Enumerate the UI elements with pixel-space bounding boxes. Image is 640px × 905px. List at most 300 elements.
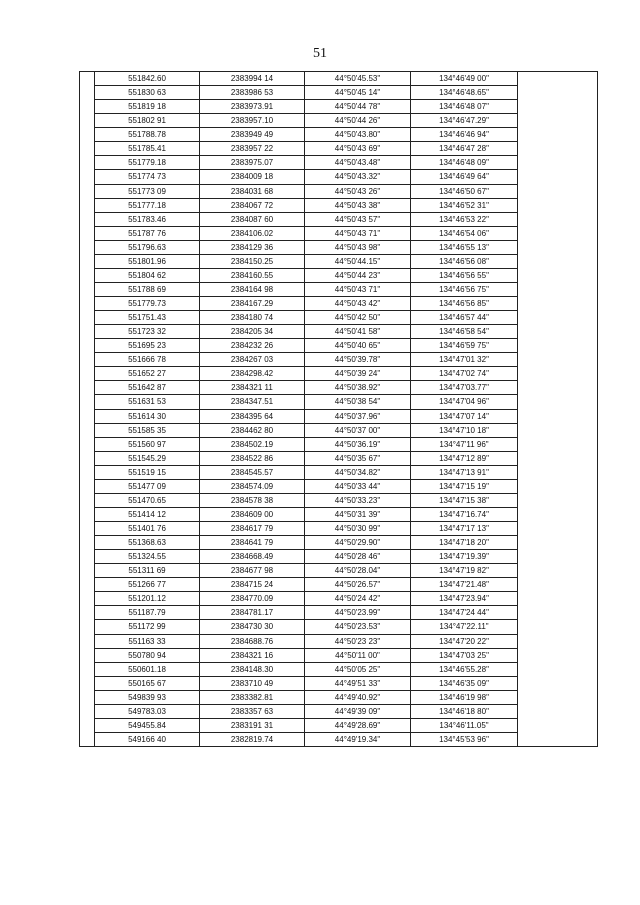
left-margin-cell xyxy=(80,268,95,282)
longitude-cell: 134°47'22.11" xyxy=(411,620,518,634)
latitude-cell: 44°50'33 44" xyxy=(305,479,411,493)
latitude-cell: 44°50'38.92" xyxy=(305,381,411,395)
table-row xyxy=(80,648,598,662)
y-coordinate-cell: 2384106.02 xyxy=(200,226,305,240)
left-margin-cell xyxy=(80,240,95,254)
right-margin-cell xyxy=(518,507,598,521)
x-coordinate-cell: 551801.96 xyxy=(95,254,200,268)
table-row xyxy=(80,212,598,226)
longitude-cell: 134°46'19 98" xyxy=(411,690,518,704)
latitude-cell: 44°50'26.57" xyxy=(305,578,411,592)
longitude-cell: 134°46'56 55" xyxy=(411,268,518,282)
y-coordinate-cell: 2383994 14 xyxy=(200,72,305,86)
latitude-cell: 44°50'29.90" xyxy=(305,536,411,550)
right-margin-cell xyxy=(518,325,598,339)
latitude-cell: 44°50'30 99" xyxy=(305,522,411,536)
x-coordinate-cell: 551324.55 xyxy=(95,550,200,564)
longitude-cell: 134°47'18 20" xyxy=(411,536,518,550)
longitude-cell: 134°46'52 31" xyxy=(411,198,518,212)
x-coordinate-cell: 551652 27 xyxy=(95,367,200,381)
x-coordinate-cell: 551802 91 xyxy=(95,114,200,128)
x-coordinate-cell: 551773 09 xyxy=(95,184,200,198)
y-coordinate-cell: 2384321 16 xyxy=(200,648,305,662)
x-coordinate-cell: 549166 40 xyxy=(95,732,200,746)
x-coordinate-cell: 551585 35 xyxy=(95,423,200,437)
latitude-cell: 44°50'43.48" xyxy=(305,156,411,170)
y-coordinate-cell: 2383382.81 xyxy=(200,690,305,704)
x-coordinate-cell: 551163 33 xyxy=(95,634,200,648)
longitude-cell: 134°47'17 13" xyxy=(411,522,518,536)
latitude-cell: 44°50'40 65" xyxy=(305,339,411,353)
left-margin-cell xyxy=(80,353,95,367)
table-row xyxy=(80,268,598,282)
left-margin-cell xyxy=(80,128,95,142)
latitude-cell: 44°50'34.82" xyxy=(305,465,411,479)
table-row xyxy=(80,170,598,184)
left-margin-cell xyxy=(80,578,95,592)
longitude-cell: 134°46'49 64" xyxy=(411,170,518,184)
latitude-cell: 44°50'45 14" xyxy=(305,86,411,100)
table-row xyxy=(80,578,598,592)
longitude-cell: 134°47'19.39" xyxy=(411,550,518,564)
longitude-cell: 134°46'56 85" xyxy=(411,297,518,311)
left-margin-cell xyxy=(80,325,95,339)
latitude-cell: 44°50'41 58" xyxy=(305,325,411,339)
x-coordinate-cell: 549839 93 xyxy=(95,690,200,704)
right-margin-cell xyxy=(518,437,598,451)
left-margin-cell xyxy=(80,437,95,451)
longitude-cell: 134°46'58 54" xyxy=(411,325,518,339)
left-margin-cell xyxy=(80,493,95,507)
table-row xyxy=(80,493,598,507)
y-coordinate-cell: 2384462 80 xyxy=(200,423,305,437)
y-coordinate-cell: 2384150.25 xyxy=(200,254,305,268)
y-coordinate-cell: 2384164 98 xyxy=(200,282,305,296)
longitude-cell: 134°47'04 96" xyxy=(411,395,518,409)
right-margin-cell xyxy=(518,86,598,100)
x-coordinate-cell: 551819 18 xyxy=(95,100,200,114)
left-margin-cell xyxy=(80,522,95,536)
table-row xyxy=(80,634,598,648)
table-row xyxy=(80,367,598,381)
left-margin-cell xyxy=(80,690,95,704)
left-margin-cell xyxy=(80,297,95,311)
latitude-cell: 44°50'43 71" xyxy=(305,226,411,240)
y-coordinate-cell: 2383710 49 xyxy=(200,676,305,690)
right-margin-cell xyxy=(518,465,598,479)
y-coordinate-cell: 2383957 22 xyxy=(200,142,305,156)
longitude-cell: 134°46'47 28" xyxy=(411,142,518,156)
right-margin-cell xyxy=(518,311,598,325)
left-margin-cell xyxy=(80,451,95,465)
table-row xyxy=(80,240,598,254)
table-row xyxy=(80,325,598,339)
table-row xyxy=(80,128,598,142)
y-coordinate-cell: 2384545.57 xyxy=(200,465,305,479)
longitude-cell: 134°47'20 22" xyxy=(411,634,518,648)
latitude-cell: 44°49'40.92" xyxy=(305,690,411,704)
y-coordinate-cell: 2384617 79 xyxy=(200,522,305,536)
longitude-cell: 134°47'07 14" xyxy=(411,409,518,423)
y-coordinate-cell: 2384067 72 xyxy=(200,198,305,212)
right-margin-cell xyxy=(518,100,598,114)
table-row xyxy=(80,297,598,311)
table-row xyxy=(80,732,598,746)
x-coordinate-cell: 551560 97 xyxy=(95,437,200,451)
longitude-cell: 134°47'24 44" xyxy=(411,606,518,620)
x-coordinate-cell: 551631 53 xyxy=(95,395,200,409)
left-margin-cell xyxy=(80,72,95,86)
longitude-cell: 134°47'21.48" xyxy=(411,578,518,592)
y-coordinate-cell: 2384009 18 xyxy=(200,170,305,184)
y-coordinate-cell: 2384502.19 xyxy=(200,437,305,451)
table-row xyxy=(80,72,598,86)
longitude-cell: 134°46'54 06" xyxy=(411,226,518,240)
left-margin-cell xyxy=(80,423,95,437)
table-row xyxy=(80,592,598,606)
right-margin-cell xyxy=(518,423,598,437)
y-coordinate-cell: 2384688.76 xyxy=(200,634,305,648)
left-margin-cell xyxy=(80,507,95,521)
left-margin-cell xyxy=(80,536,95,550)
longitude-cell: 134°46'57 44" xyxy=(411,311,518,325)
right-margin-cell xyxy=(518,381,598,395)
x-coordinate-cell: 551788 69 xyxy=(95,282,200,296)
y-coordinate-cell: 2384160.55 xyxy=(200,268,305,282)
x-coordinate-cell: 549783.03 xyxy=(95,704,200,718)
latitude-cell: 44°50'44 23" xyxy=(305,268,411,282)
table-row xyxy=(80,718,598,732)
right-margin-cell xyxy=(518,522,598,536)
right-margin-cell xyxy=(518,550,598,564)
x-coordinate-cell: 551470.65 xyxy=(95,493,200,507)
longitude-cell: 134°46'56 08" xyxy=(411,254,518,268)
x-coordinate-cell: 550601.18 xyxy=(95,662,200,676)
x-coordinate-cell: 551642 87 xyxy=(95,381,200,395)
x-coordinate-cell: 551477 09 xyxy=(95,479,200,493)
table-row xyxy=(80,395,598,409)
x-coordinate-cell: 551779.73 xyxy=(95,297,200,311)
right-margin-cell xyxy=(518,170,598,184)
left-margin-cell xyxy=(80,367,95,381)
longitude-cell: 134°47'12 89" xyxy=(411,451,518,465)
table-row xyxy=(80,142,598,156)
right-margin-cell xyxy=(518,353,598,367)
table-row xyxy=(80,156,598,170)
table-row xyxy=(80,339,598,353)
latitude-cell: 44°50'23 23" xyxy=(305,634,411,648)
longitude-cell: 134°47'02 74" xyxy=(411,367,518,381)
latitude-cell: 44°50'37.96" xyxy=(305,409,411,423)
y-coordinate-cell: 2384730 30 xyxy=(200,620,305,634)
x-coordinate-cell: 549455.84 xyxy=(95,718,200,732)
y-coordinate-cell: 2384298.42 xyxy=(200,367,305,381)
table-row xyxy=(80,381,598,395)
y-coordinate-cell: 2384031 68 xyxy=(200,184,305,198)
left-margin-cell xyxy=(80,479,95,493)
y-coordinate-cell: 2383975.07 xyxy=(200,156,305,170)
left-margin-cell xyxy=(80,339,95,353)
right-margin-cell xyxy=(518,676,598,690)
longitude-cell: 134°47'15 38" xyxy=(411,493,518,507)
left-margin-cell xyxy=(80,100,95,114)
latitude-cell: 44°50'24 42" xyxy=(305,592,411,606)
latitude-cell: 44°50'33.23" xyxy=(305,493,411,507)
latitude-cell: 44°50'31 39" xyxy=(305,507,411,521)
longitude-cell: 134°47'13 91" xyxy=(411,465,518,479)
left-margin-cell xyxy=(80,311,95,325)
left-margin-cell xyxy=(80,676,95,690)
right-margin-cell xyxy=(518,297,598,311)
left-margin-cell xyxy=(80,198,95,212)
table-row xyxy=(80,479,598,493)
x-coordinate-cell: 551774 73 xyxy=(95,170,200,184)
table-row xyxy=(80,254,598,268)
right-margin-cell xyxy=(518,536,598,550)
left-margin-cell xyxy=(80,465,95,479)
table-row xyxy=(80,536,598,550)
table-row xyxy=(80,704,598,718)
y-coordinate-cell: 2383973.91 xyxy=(200,100,305,114)
latitude-cell: 44°50'11 00" xyxy=(305,648,411,662)
table-row xyxy=(80,311,598,325)
x-coordinate-cell: 551401 76 xyxy=(95,522,200,536)
longitude-cell: 134°46'18 80" xyxy=(411,704,518,718)
left-margin-cell xyxy=(80,564,95,578)
longitude-cell: 134°46'47.29" xyxy=(411,114,518,128)
longitude-cell: 134°46'53 22" xyxy=(411,212,518,226)
x-coordinate-cell: 551783.46 xyxy=(95,212,200,226)
right-margin-cell xyxy=(518,367,598,381)
left-margin-cell xyxy=(80,184,95,198)
longitude-cell: 134°46'55 13" xyxy=(411,240,518,254)
left-margin-cell xyxy=(80,648,95,662)
right-margin-cell xyxy=(518,339,598,353)
latitude-cell: 44°50'42 50" xyxy=(305,311,411,325)
x-coordinate-cell: 551187.79 xyxy=(95,606,200,620)
latitude-cell: 44°50'23.99" xyxy=(305,606,411,620)
right-margin-cell xyxy=(518,240,598,254)
y-coordinate-cell: 2384522 86 xyxy=(200,451,305,465)
right-margin-cell xyxy=(518,395,598,409)
table-row xyxy=(80,564,598,578)
x-coordinate-cell: 551788.78 xyxy=(95,128,200,142)
latitude-cell: 44°50'28 46" xyxy=(305,550,411,564)
x-coordinate-cell: 550165 67 xyxy=(95,676,200,690)
right-margin-cell xyxy=(518,212,598,226)
right-margin-cell xyxy=(518,704,598,718)
y-coordinate-cell: 2384180 74 xyxy=(200,311,305,325)
left-margin-cell xyxy=(80,142,95,156)
latitude-cell: 44°50'37 00" xyxy=(305,423,411,437)
x-coordinate-cell: 551695 23 xyxy=(95,339,200,353)
table-row xyxy=(80,184,598,198)
y-coordinate-cell: 2383957.10 xyxy=(200,114,305,128)
right-margin-cell xyxy=(518,128,598,142)
latitude-cell: 44°49'28.69" xyxy=(305,718,411,732)
longitude-cell: 134°46'48 09" xyxy=(411,156,518,170)
left-margin-cell xyxy=(80,282,95,296)
coordinates-table xyxy=(79,71,598,747)
y-coordinate-cell: 2384715 24 xyxy=(200,578,305,592)
table-row xyxy=(80,676,598,690)
y-coordinate-cell: 2382819.74 xyxy=(200,732,305,746)
x-coordinate-cell: 551779.18 xyxy=(95,156,200,170)
longitude-cell: 134°47'03 25" xyxy=(411,648,518,662)
latitude-cell: 44°50'43 98" xyxy=(305,240,411,254)
table-row xyxy=(80,437,598,451)
longitude-cell: 134°47'16.74" xyxy=(411,507,518,521)
right-margin-cell xyxy=(518,662,598,676)
right-margin-cell xyxy=(518,268,598,282)
right-margin-cell xyxy=(518,648,598,662)
table-row xyxy=(80,409,598,423)
x-coordinate-cell: 551723 32 xyxy=(95,325,200,339)
y-coordinate-cell: 2384267 03 xyxy=(200,353,305,367)
left-margin-cell xyxy=(80,212,95,226)
x-coordinate-cell: 550780 94 xyxy=(95,648,200,662)
table-row xyxy=(80,662,598,676)
right-margin-cell xyxy=(518,254,598,268)
y-coordinate-cell: 2384770.09 xyxy=(200,592,305,606)
left-margin-cell xyxy=(80,662,95,676)
y-coordinate-cell: 2384781.17 xyxy=(200,606,305,620)
left-margin-cell xyxy=(80,634,95,648)
y-coordinate-cell: 2384609 00 xyxy=(200,507,305,521)
latitude-cell: 44°50'43 71" xyxy=(305,282,411,296)
longitude-cell: 134°46'11.05" xyxy=(411,718,518,732)
longitude-cell: 134°46'59 75" xyxy=(411,339,518,353)
latitude-cell: 44°50'44.15" xyxy=(305,254,411,268)
left-margin-cell xyxy=(80,606,95,620)
left-margin-cell xyxy=(80,592,95,606)
x-coordinate-cell: 551787 76 xyxy=(95,226,200,240)
longitude-cell: 134°47'15 19" xyxy=(411,479,518,493)
right-margin-cell xyxy=(518,732,598,746)
right-margin-cell xyxy=(518,578,598,592)
y-coordinate-cell: 2383949 49 xyxy=(200,128,305,142)
y-coordinate-cell: 2384347.51 xyxy=(200,395,305,409)
right-margin-cell xyxy=(518,156,598,170)
latitude-cell: 44°50'35 67" xyxy=(305,451,411,465)
right-margin-cell xyxy=(518,690,598,704)
left-margin-cell xyxy=(80,156,95,170)
right-margin-cell xyxy=(518,184,598,198)
y-coordinate-cell: 2384205 34 xyxy=(200,325,305,339)
right-margin-cell xyxy=(518,620,598,634)
right-margin-cell xyxy=(518,72,598,86)
x-coordinate-cell: 551785.41 xyxy=(95,142,200,156)
page-number: 51 xyxy=(313,46,327,61)
y-coordinate-cell: 2384668.49 xyxy=(200,550,305,564)
latitude-cell: 44°50'36.19" xyxy=(305,437,411,451)
y-coordinate-cell: 2384321 11 xyxy=(200,381,305,395)
table-row xyxy=(80,522,598,536)
table-row xyxy=(80,465,598,479)
right-margin-cell xyxy=(518,592,598,606)
longitude-cell: 134°46'35 09" xyxy=(411,676,518,690)
right-margin-cell xyxy=(518,226,598,240)
left-margin-cell xyxy=(80,86,95,100)
y-coordinate-cell: 2384148.30 xyxy=(200,662,305,676)
left-margin-cell xyxy=(80,732,95,746)
latitude-cell: 44°50'43 69" xyxy=(305,142,411,156)
x-coordinate-cell: 551842.60 xyxy=(95,72,200,86)
y-coordinate-cell: 2383986 53 xyxy=(200,86,305,100)
table-row xyxy=(80,423,598,437)
table-row xyxy=(80,198,598,212)
x-coordinate-cell: 551311 69 xyxy=(95,564,200,578)
longitude-cell: 134°46'56 75" xyxy=(411,282,518,296)
right-margin-cell xyxy=(518,198,598,212)
left-margin-cell xyxy=(80,381,95,395)
right-margin-cell xyxy=(518,718,598,732)
table-row xyxy=(80,114,598,128)
latitude-cell: 44°50'44 26" xyxy=(305,114,411,128)
table-row xyxy=(80,620,598,634)
y-coordinate-cell: 2384574.09 xyxy=(200,479,305,493)
x-coordinate-cell: 551545.29 xyxy=(95,451,200,465)
table-row xyxy=(80,507,598,521)
y-coordinate-cell: 2384641 79 xyxy=(200,536,305,550)
x-coordinate-cell: 551830 63 xyxy=(95,86,200,100)
right-margin-cell xyxy=(518,142,598,156)
latitude-cell: 44°50'43 38" xyxy=(305,198,411,212)
left-margin-cell xyxy=(80,395,95,409)
right-margin-cell xyxy=(518,564,598,578)
table-row xyxy=(80,353,598,367)
left-margin-cell xyxy=(80,226,95,240)
y-coordinate-cell: 2384232 26 xyxy=(200,339,305,353)
longitude-cell: 134°47'23.94" xyxy=(411,592,518,606)
longitude-cell: 134°46'46 94" xyxy=(411,128,518,142)
right-margin-cell xyxy=(518,479,598,493)
table-row xyxy=(80,86,598,100)
x-coordinate-cell: 551614 30 xyxy=(95,409,200,423)
y-coordinate-cell: 2384395 64 xyxy=(200,409,305,423)
latitude-cell: 44°49'51 33" xyxy=(305,676,411,690)
table-row xyxy=(80,550,598,564)
left-margin-cell xyxy=(80,170,95,184)
latitude-cell: 44°50'43 57" xyxy=(305,212,411,226)
latitude-cell: 44°50'44 78" xyxy=(305,100,411,114)
x-coordinate-cell: 551666 78 xyxy=(95,353,200,367)
x-coordinate-cell: 551368.63 xyxy=(95,536,200,550)
y-coordinate-cell: 2384129 36 xyxy=(200,240,305,254)
latitude-cell: 44°49'39 09" xyxy=(305,704,411,718)
x-coordinate-cell: 551804 62 xyxy=(95,268,200,282)
right-margin-cell xyxy=(518,114,598,128)
latitude-cell: 44°50'23.53" xyxy=(305,620,411,634)
x-coordinate-cell: 551796.63 xyxy=(95,240,200,254)
latitude-cell: 44°50'38 54" xyxy=(305,395,411,409)
longitude-cell: 134°46'55.28" xyxy=(411,662,518,676)
x-coordinate-cell: 551414 12 xyxy=(95,507,200,521)
latitude-cell: 44°50'43 26" xyxy=(305,184,411,198)
latitude-cell: 44°50'43.80" xyxy=(305,128,411,142)
longitude-cell: 134°46'49 00" xyxy=(411,72,518,86)
right-margin-cell xyxy=(518,409,598,423)
longitude-cell: 134°45'53 96" xyxy=(411,732,518,746)
left-margin-cell xyxy=(80,114,95,128)
y-coordinate-cell: 2384167.29 xyxy=(200,297,305,311)
x-coordinate-cell: 551201.12 xyxy=(95,592,200,606)
table-row xyxy=(80,690,598,704)
left-margin-cell xyxy=(80,718,95,732)
table-row xyxy=(80,282,598,296)
table-row xyxy=(80,606,598,620)
right-margin-cell xyxy=(518,634,598,648)
